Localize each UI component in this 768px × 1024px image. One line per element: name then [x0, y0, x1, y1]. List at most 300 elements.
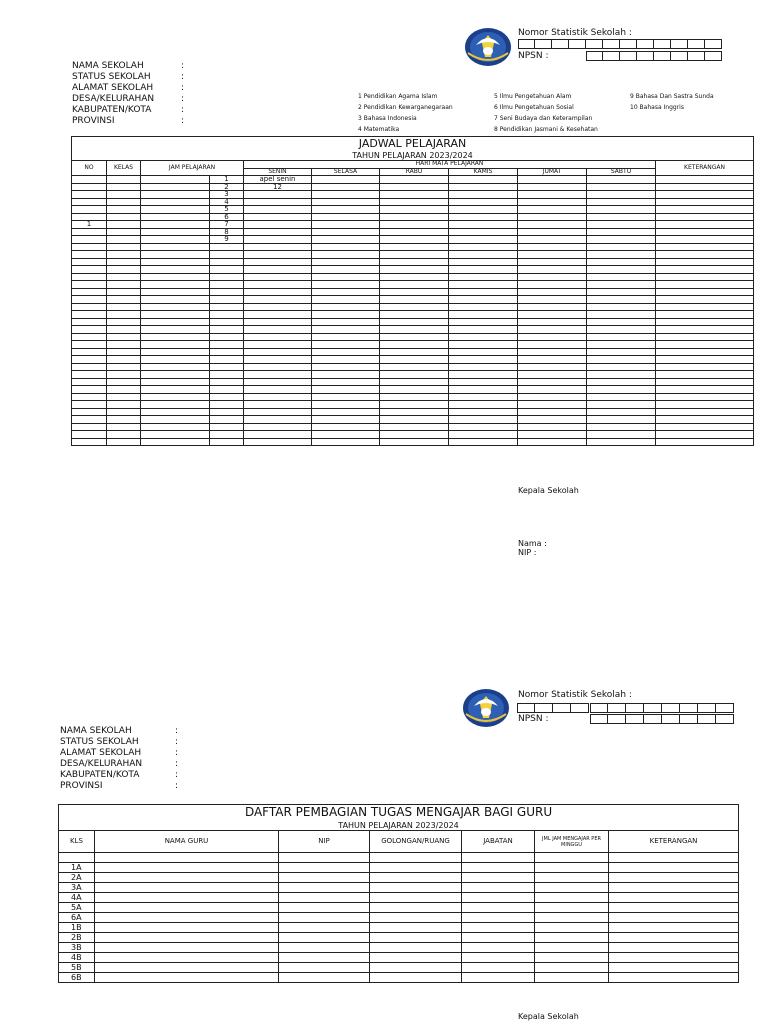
schedule-cell[interactable]	[72, 191, 107, 199]
schedule-cell[interactable]	[141, 258, 210, 266]
teacher-cell[interactable]	[370, 973, 462, 983]
schedule-cell[interactable]	[141, 251, 210, 259]
schedule-cell[interactable]	[518, 348, 587, 356]
schedule-cell[interactable]	[312, 378, 380, 386]
schedule-cell[interactable]	[244, 191, 312, 199]
schedule-cell[interactable]	[107, 296, 141, 304]
schedule-cell[interactable]	[587, 356, 656, 364]
schedule-cell[interactable]	[587, 363, 656, 371]
schedule-cell[interactable]	[312, 438, 380, 446]
schedule-cell[interactable]	[587, 183, 656, 191]
schedule-cell[interactable]	[380, 206, 449, 214]
schedule-cell[interactable]	[312, 348, 380, 356]
schedule-cell[interactable]	[380, 281, 449, 289]
schedule-cell[interactable]	[449, 393, 518, 401]
teacher-cell[interactable]	[95, 963, 279, 973]
schedule-cell[interactable]	[72, 356, 107, 364]
schedule-cell[interactable]	[312, 333, 380, 341]
schedule-cell[interactable]	[141, 326, 210, 334]
schedule-cell[interactable]	[380, 176, 449, 184]
schedule-cell[interactable]	[244, 363, 312, 371]
teacher-cell[interactable]	[370, 903, 462, 913]
schedule-cell[interactable]	[449, 341, 518, 349]
schedule-cell[interactable]	[587, 431, 656, 439]
schedule-cell[interactable]	[656, 296, 754, 304]
schedule-cell[interactable]	[656, 213, 754, 221]
schedule-cell[interactable]	[141, 341, 210, 349]
schedule-cell[interactable]	[449, 243, 518, 251]
schedule-cell[interactable]	[449, 266, 518, 274]
schedule-cell[interactable]	[312, 393, 380, 401]
schedule-cell[interactable]	[210, 251, 244, 259]
schedule-cell[interactable]	[656, 408, 754, 416]
schedule-cell[interactable]	[380, 183, 449, 191]
schedule-cell[interactable]	[656, 198, 754, 206]
teacher-cell[interactable]	[279, 963, 370, 973]
schedule-cell[interactable]	[380, 356, 449, 364]
teacher-cell[interactable]	[535, 953, 609, 963]
schedule-cell[interactable]	[312, 326, 380, 334]
schedule-cell[interactable]	[380, 423, 449, 431]
teacher-cell[interactable]	[95, 903, 279, 913]
schedule-cell[interactable]	[244, 296, 312, 304]
teacher-cell[interactable]	[370, 893, 462, 903]
schedule-cell[interactable]	[107, 408, 141, 416]
schedule-cell[interactable]	[210, 386, 244, 394]
schedule-cell[interactable]	[107, 258, 141, 266]
schedule-cell[interactable]	[244, 221, 312, 229]
schedule-cell[interactable]	[380, 438, 449, 446]
schedule-cell[interactable]	[380, 296, 449, 304]
schedule-cell[interactable]	[312, 423, 380, 431]
schedule-cell[interactable]	[312, 386, 380, 394]
schedule-cell[interactable]	[518, 221, 587, 229]
schedule-cell[interactable]	[518, 236, 587, 244]
schedule-cell[interactable]	[380, 213, 449, 221]
teacher-cell[interactable]	[535, 903, 609, 913]
schedule-cell[interactable]	[72, 303, 107, 311]
schedule-cell[interactable]	[72, 341, 107, 349]
teacher-cell[interactable]	[370, 873, 462, 883]
jam-number-cell[interactable]: 8	[210, 228, 244, 236]
nomor-statistik-boxes[interactable]	[517, 703, 589, 713]
schedule-cell[interactable]	[518, 191, 587, 199]
schedule-cell[interactable]	[656, 393, 754, 401]
schedule-cell[interactable]	[72, 206, 107, 214]
schedule-cell[interactable]	[107, 183, 141, 191]
schedule-cell[interactable]	[312, 288, 380, 296]
schedule-cell[interactable]	[449, 401, 518, 409]
senin-cell[interactable]: 12	[244, 183, 312, 191]
schedule-cell[interactable]	[210, 371, 244, 379]
schedule-cell[interactable]	[312, 183, 380, 191]
schedule-cell[interactable]	[72, 401, 107, 409]
teacher-cell[interactable]	[370, 963, 462, 973]
schedule-cell[interactable]	[244, 356, 312, 364]
schedule-cell[interactable]	[141, 221, 210, 229]
schedule-cell[interactable]	[518, 318, 587, 326]
schedule-cell[interactable]	[72, 348, 107, 356]
schedule-cell[interactable]	[244, 198, 312, 206]
schedule-cell[interactable]	[656, 243, 754, 251]
teacher-cell[interactable]	[609, 863, 739, 873]
schedule-cell[interactable]	[518, 213, 587, 221]
schedule-cell[interactable]	[656, 401, 754, 409]
schedule-cell[interactable]	[141, 266, 210, 274]
schedule-cell[interactable]	[210, 303, 244, 311]
schedule-cell[interactable]	[210, 416, 244, 424]
schedule-cell[interactable]	[518, 243, 587, 251]
schedule-cell[interactable]	[210, 401, 244, 409]
schedule-cell[interactable]	[312, 363, 380, 371]
schedule-cell[interactable]	[72, 311, 107, 319]
teacher-cell[interactable]	[462, 873, 535, 883]
schedule-cell[interactable]	[244, 431, 312, 439]
schedule-cell[interactable]	[587, 401, 656, 409]
schedule-cell[interactable]	[518, 386, 587, 394]
jam-number-cell[interactable]: 1	[210, 176, 244, 184]
schedule-cell[interactable]	[587, 333, 656, 341]
schedule-cell[interactable]	[587, 423, 656, 431]
teacher-cell[interactable]	[609, 913, 739, 923]
schedule-cell[interactable]	[656, 333, 754, 341]
schedule-cell[interactable]	[141, 378, 210, 386]
schedule-cell[interactable]	[587, 311, 656, 319]
schedule-cell[interactable]	[244, 438, 312, 446]
no-cell[interactable]: 1	[72, 221, 107, 229]
schedule-cell[interactable]	[587, 191, 656, 199]
schedule-cell[interactable]	[72, 273, 107, 281]
teacher-cell[interactable]	[609, 903, 739, 913]
schedule-cell[interactable]	[312, 341, 380, 349]
schedule-cell[interactable]	[141, 386, 210, 394]
schedule-cell[interactable]	[107, 176, 141, 184]
schedule-cell[interactable]	[656, 326, 754, 334]
schedule-cell[interactable]	[107, 363, 141, 371]
schedule-cell[interactable]	[72, 198, 107, 206]
schedule-cell[interactable]	[656, 318, 754, 326]
schedule-cell[interactable]	[312, 236, 380, 244]
schedule-cell[interactable]	[210, 333, 244, 341]
schedule-cell[interactable]	[72, 393, 107, 401]
schedule-cell[interactable]	[107, 191, 141, 199]
schedule-cell[interactable]	[72, 438, 107, 446]
schedule-cell[interactable]	[141, 348, 210, 356]
teacher-cell[interactable]	[609, 943, 739, 953]
schedule-cell[interactable]	[244, 408, 312, 416]
schedule-cell[interactable]	[210, 341, 244, 349]
schedule-cell[interactable]	[380, 303, 449, 311]
schedule-cell[interactable]	[380, 416, 449, 424]
schedule-cell[interactable]	[244, 251, 312, 259]
schedule-cell[interactable]	[210, 431, 244, 439]
schedule-cell[interactable]	[107, 423, 141, 431]
schedule-cell[interactable]	[449, 236, 518, 244]
teacher-cell[interactable]	[462, 893, 535, 903]
schedule-cell[interactable]	[656, 341, 754, 349]
schedule-cell[interactable]	[244, 378, 312, 386]
schedule-cell[interactable]	[587, 206, 656, 214]
schedule-cell[interactable]	[518, 363, 587, 371]
teacher-cell[interactable]	[462, 963, 535, 973]
schedule-cell[interactable]	[141, 281, 210, 289]
schedule-cell[interactable]	[210, 288, 244, 296]
schedule-cell[interactable]	[107, 198, 141, 206]
schedule-cell[interactable]	[449, 258, 518, 266]
teacher-cell[interactable]	[535, 973, 609, 983]
schedule-cell[interactable]	[587, 273, 656, 281]
schedule-cell[interactable]	[518, 371, 587, 379]
teacher-cell[interactable]	[279, 953, 370, 963]
schedule-cell[interactable]	[244, 258, 312, 266]
schedule-cell[interactable]	[449, 438, 518, 446]
teacher-cell[interactable]	[370, 913, 462, 923]
schedule-cell[interactable]	[380, 363, 449, 371]
schedule-cell[interactable]	[656, 311, 754, 319]
schedule-cell[interactable]	[518, 423, 587, 431]
schedule-cell[interactable]	[587, 416, 656, 424]
schedule-cell[interactable]	[518, 311, 587, 319]
schedule-cell[interactable]	[380, 348, 449, 356]
jam-number-cell[interactable]: 4	[210, 198, 244, 206]
schedule-cell[interactable]	[244, 341, 312, 349]
schedule-cell[interactable]	[107, 341, 141, 349]
schedule-cell[interactable]	[380, 273, 449, 281]
schedule-cell[interactable]	[244, 273, 312, 281]
schedule-cell[interactable]	[72, 266, 107, 274]
schedule-cell[interactable]	[244, 401, 312, 409]
schedule-cell[interactable]	[141, 303, 210, 311]
schedule-cell[interactable]	[449, 288, 518, 296]
schedule-cell[interactable]	[244, 348, 312, 356]
schedule-cell[interactable]	[210, 363, 244, 371]
schedule-cell[interactable]	[656, 183, 754, 191]
schedule-cell[interactable]	[312, 311, 380, 319]
teacher-cell[interactable]	[370, 923, 462, 933]
schedule-cell[interactable]	[141, 206, 210, 214]
schedule-cell[interactable]	[72, 251, 107, 259]
schedule-cell[interactable]	[518, 251, 587, 259]
teacher-cell[interactable]	[535, 943, 609, 953]
schedule-cell[interactable]	[210, 273, 244, 281]
schedule-cell[interactable]	[656, 378, 754, 386]
schedule-cell[interactable]	[72, 236, 107, 244]
schedule-cell[interactable]	[587, 221, 656, 229]
teacher-cell[interactable]	[462, 933, 535, 943]
teacher-cell[interactable]	[95, 873, 279, 883]
schedule-cell[interactable]	[656, 363, 754, 371]
schedule-cell[interactable]	[656, 228, 754, 236]
schedule-cell[interactable]	[107, 206, 141, 214]
schedule-cell[interactable]	[380, 258, 449, 266]
nomor-statistik-boxes[interactable]	[518, 39, 722, 49]
schedule-cell[interactable]	[518, 431, 587, 439]
teacher-cell[interactable]	[279, 943, 370, 953]
schedule-cell[interactable]	[656, 273, 754, 281]
schedule-cell[interactable]	[107, 386, 141, 394]
schedule-cell[interactable]	[587, 213, 656, 221]
schedule-cell[interactable]	[107, 303, 141, 311]
schedule-cell[interactable]	[141, 191, 210, 199]
schedule-cell[interactable]	[210, 378, 244, 386]
schedule-cell[interactable]	[72, 288, 107, 296]
schedule-cell[interactable]	[107, 288, 141, 296]
schedule-cell[interactable]	[587, 341, 656, 349]
schedule-cell[interactable]	[656, 386, 754, 394]
teacher-cell[interactable]	[279, 883, 370, 893]
schedule-cell[interactable]	[107, 228, 141, 236]
schedule-cell[interactable]	[656, 356, 754, 364]
schedule-cell[interactable]	[380, 221, 449, 229]
schedule-cell[interactable]	[141, 371, 210, 379]
schedule-cell[interactable]	[449, 221, 518, 229]
teacher-cell[interactable]	[370, 943, 462, 953]
schedule-cell[interactable]	[141, 333, 210, 341]
schedule-cell[interactable]	[107, 243, 141, 251]
schedule-cell[interactable]	[72, 176, 107, 184]
schedule-cell[interactable]	[312, 258, 380, 266]
schedule-cell[interactable]	[380, 198, 449, 206]
schedule-cell[interactable]	[587, 378, 656, 386]
schedule-cell[interactable]	[587, 326, 656, 334]
schedule-cell[interactable]	[518, 183, 587, 191]
schedule-cell[interactable]	[312, 281, 380, 289]
schedule-cell[interactable]	[380, 393, 449, 401]
schedule-cell[interactable]	[210, 266, 244, 274]
schedule-cell[interactable]	[312, 408, 380, 416]
schedule-cell[interactable]	[107, 348, 141, 356]
teacher-cell[interactable]	[609, 893, 739, 903]
teacher-cell[interactable]	[370, 883, 462, 893]
schedule-cell[interactable]	[141, 423, 210, 431]
schedule-cell[interactable]	[210, 311, 244, 319]
schedule-cell[interactable]	[518, 206, 587, 214]
schedule-cell[interactable]	[312, 221, 380, 229]
schedule-cell[interactable]	[518, 341, 587, 349]
schedule-cell[interactable]	[656, 221, 754, 229]
schedule-cell[interactable]	[210, 318, 244, 326]
schedule-cell[interactable]	[312, 228, 380, 236]
schedule-cell[interactable]	[449, 326, 518, 334]
schedule-cell[interactable]	[380, 401, 449, 409]
teacher-cell[interactable]	[95, 913, 279, 923]
schedule-cell[interactable]	[312, 318, 380, 326]
schedule-cell[interactable]	[449, 378, 518, 386]
schedule-cell[interactable]	[210, 408, 244, 416]
schedule-cell[interactable]	[518, 438, 587, 446]
schedule-cell[interactable]	[107, 266, 141, 274]
schedule-cell[interactable]	[72, 378, 107, 386]
schedule-cell[interactable]	[380, 408, 449, 416]
schedule-cell[interactable]	[380, 228, 449, 236]
schedule-cell[interactable]	[656, 438, 754, 446]
schedule-cell[interactable]	[518, 258, 587, 266]
schedule-cell[interactable]	[244, 288, 312, 296]
schedule-cell[interactable]	[449, 348, 518, 356]
schedule-cell[interactable]	[72, 258, 107, 266]
schedule-cell[interactable]	[449, 191, 518, 199]
schedule-cell[interactable]	[72, 386, 107, 394]
teacher-cell[interactable]	[279, 913, 370, 923]
schedule-cell[interactable]	[141, 273, 210, 281]
schedule-cell[interactable]	[587, 266, 656, 274]
schedule-cell[interactable]	[380, 318, 449, 326]
schedule-cell[interactable]	[244, 236, 312, 244]
teacher-cell[interactable]	[95, 973, 279, 983]
teacher-cell[interactable]	[609, 883, 739, 893]
teacher-cell[interactable]	[462, 863, 535, 873]
schedule-cell[interactable]	[107, 378, 141, 386]
schedule-cell[interactable]	[656, 416, 754, 424]
schedule-cell[interactable]	[210, 326, 244, 334]
schedule-cell[interactable]	[656, 431, 754, 439]
schedule-cell[interactable]	[656, 191, 754, 199]
teacher-cell[interactable]	[462, 923, 535, 933]
schedule-cell[interactable]	[518, 416, 587, 424]
schedule-cell[interactable]	[72, 423, 107, 431]
schedule-cell[interactable]	[449, 213, 518, 221]
teacher-cell[interactable]	[609, 873, 739, 883]
schedule-cell[interactable]	[518, 326, 587, 334]
teacher-cell[interactable]	[279, 923, 370, 933]
schedule-cell[interactable]	[449, 303, 518, 311]
schedule-cell[interactable]	[380, 371, 449, 379]
schedule-cell[interactable]	[587, 176, 656, 184]
schedule-cell[interactable]	[380, 341, 449, 349]
teacher-cell[interactable]	[370, 953, 462, 963]
schedule-cell[interactable]	[656, 251, 754, 259]
schedule-cell[interactable]	[587, 281, 656, 289]
schedule-cell[interactable]	[449, 416, 518, 424]
teacher-cell[interactable]	[609, 973, 739, 983]
schedule-cell[interactable]	[656, 258, 754, 266]
schedule-cell[interactable]	[587, 258, 656, 266]
schedule-cell[interactable]	[656, 371, 754, 379]
schedule-cell[interactable]	[380, 311, 449, 319]
schedule-cell[interactable]	[244, 318, 312, 326]
schedule-cell[interactable]	[380, 251, 449, 259]
teacher-cell[interactable]	[95, 863, 279, 873]
teacher-cell[interactable]	[462, 943, 535, 953]
schedule-cell[interactable]	[141, 228, 210, 236]
schedule-cell[interactable]	[244, 423, 312, 431]
schedule-cell[interactable]	[449, 296, 518, 304]
teacher-cell[interactable]	[95, 933, 279, 943]
schedule-cell[interactable]	[107, 356, 141, 364]
schedule-cell[interactable]	[518, 393, 587, 401]
schedule-cell[interactable]	[141, 183, 210, 191]
schedule-cell[interactable]	[141, 213, 210, 221]
schedule-cell[interactable]	[449, 183, 518, 191]
jam-number-cell[interactable]: 6	[210, 213, 244, 221]
senin-cell[interactable]: apel senin	[244, 176, 312, 184]
schedule-cell[interactable]	[449, 251, 518, 259]
schedule-cell[interactable]	[72, 318, 107, 326]
teacher-cell[interactable]	[535, 893, 609, 903]
schedule-cell[interactable]	[107, 431, 141, 439]
schedule-cell[interactable]	[656, 288, 754, 296]
teacher-cell[interactable]	[462, 883, 535, 893]
schedule-cell[interactable]	[72, 213, 107, 221]
schedule-cell[interactable]	[518, 228, 587, 236]
schedule-cell[interactable]	[244, 206, 312, 214]
teacher-cell[interactable]	[462, 973, 535, 983]
schedule-cell[interactable]	[244, 213, 312, 221]
teacher-cell[interactable]	[535, 933, 609, 943]
teacher-cell[interactable]	[535, 873, 609, 883]
schedule-cell[interactable]	[107, 438, 141, 446]
schedule-cell[interactable]	[380, 288, 449, 296]
